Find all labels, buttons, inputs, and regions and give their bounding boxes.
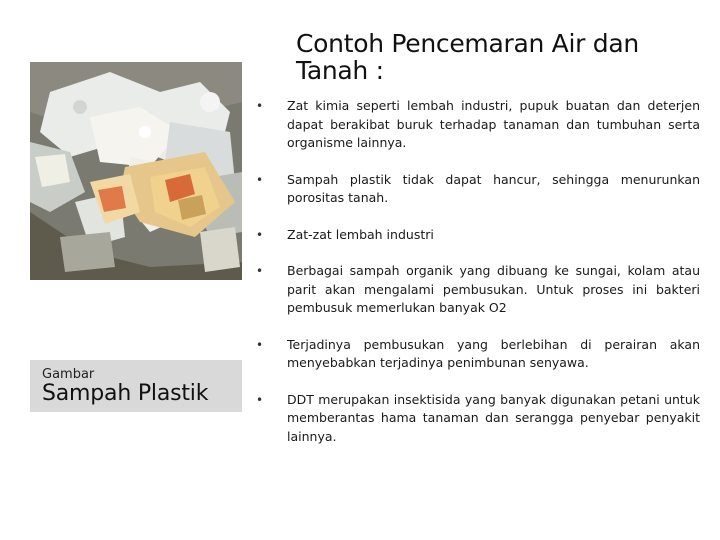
bullet-text: Zat kimia seperti lembah industri, pupuk buatan dan deterjen dapat berakibat buruk terhadap tanaman dan tumbuhan serta organisme lainnya. (287, 98, 700, 150)
bullet-dot-icon: • (256, 172, 264, 187)
bullet-item (256, 391, 700, 447)
plastic-waste-image (30, 62, 242, 280)
bullet-item (256, 262, 700, 318)
bullet-text: DDT merupakan insektisida yang banyak digunakan petani untuk memberantas hama tanaman dan serangga penyebar penyakit lainnya. (287, 391, 700, 444)
caption-box (30, 360, 242, 412)
bullet-item (256, 97, 700, 153)
bullet-dot-icon: • (256, 337, 264, 352)
caption-label: Gambar (42, 367, 95, 382)
bullet-text: Berbagai sampah organik yang dibuang ke sungai, kolam atau parit akan mengalami pembusukan. Untuk proses ini bakteri pembusuk memerlukan banyak O2 (287, 263, 700, 315)
bullet-text: Zat-zat lembah industri (287, 226, 434, 242)
bullet-list (256, 97, 700, 464)
bullet-item (256, 171, 700, 208)
bullet-text: Terjadinya pembusukan yang berlebihan di perairan akan menyebabkan terjadinya penimbunan senyawa. (287, 336, 700, 370)
bullet-dot-icon: • (256, 392, 264, 407)
bullet-dot-icon: • (256, 227, 264, 242)
bullet-dot-icon: • (256, 99, 264, 113)
bullet-item (256, 226, 700, 245)
garbage-photo (30, 62, 242, 280)
caption-title: Sampah Plastik (42, 381, 209, 406)
bullet-dot-icon: • (256, 264, 264, 278)
bullet-item (256, 336, 700, 373)
slide-title: Contoh Pencemaran Air dan Tanah : (296, 29, 639, 85)
bullet-text: Sampah plastik tidak dapat hancur, sehingga menurunkan porositas tanah. (287, 171, 700, 205)
